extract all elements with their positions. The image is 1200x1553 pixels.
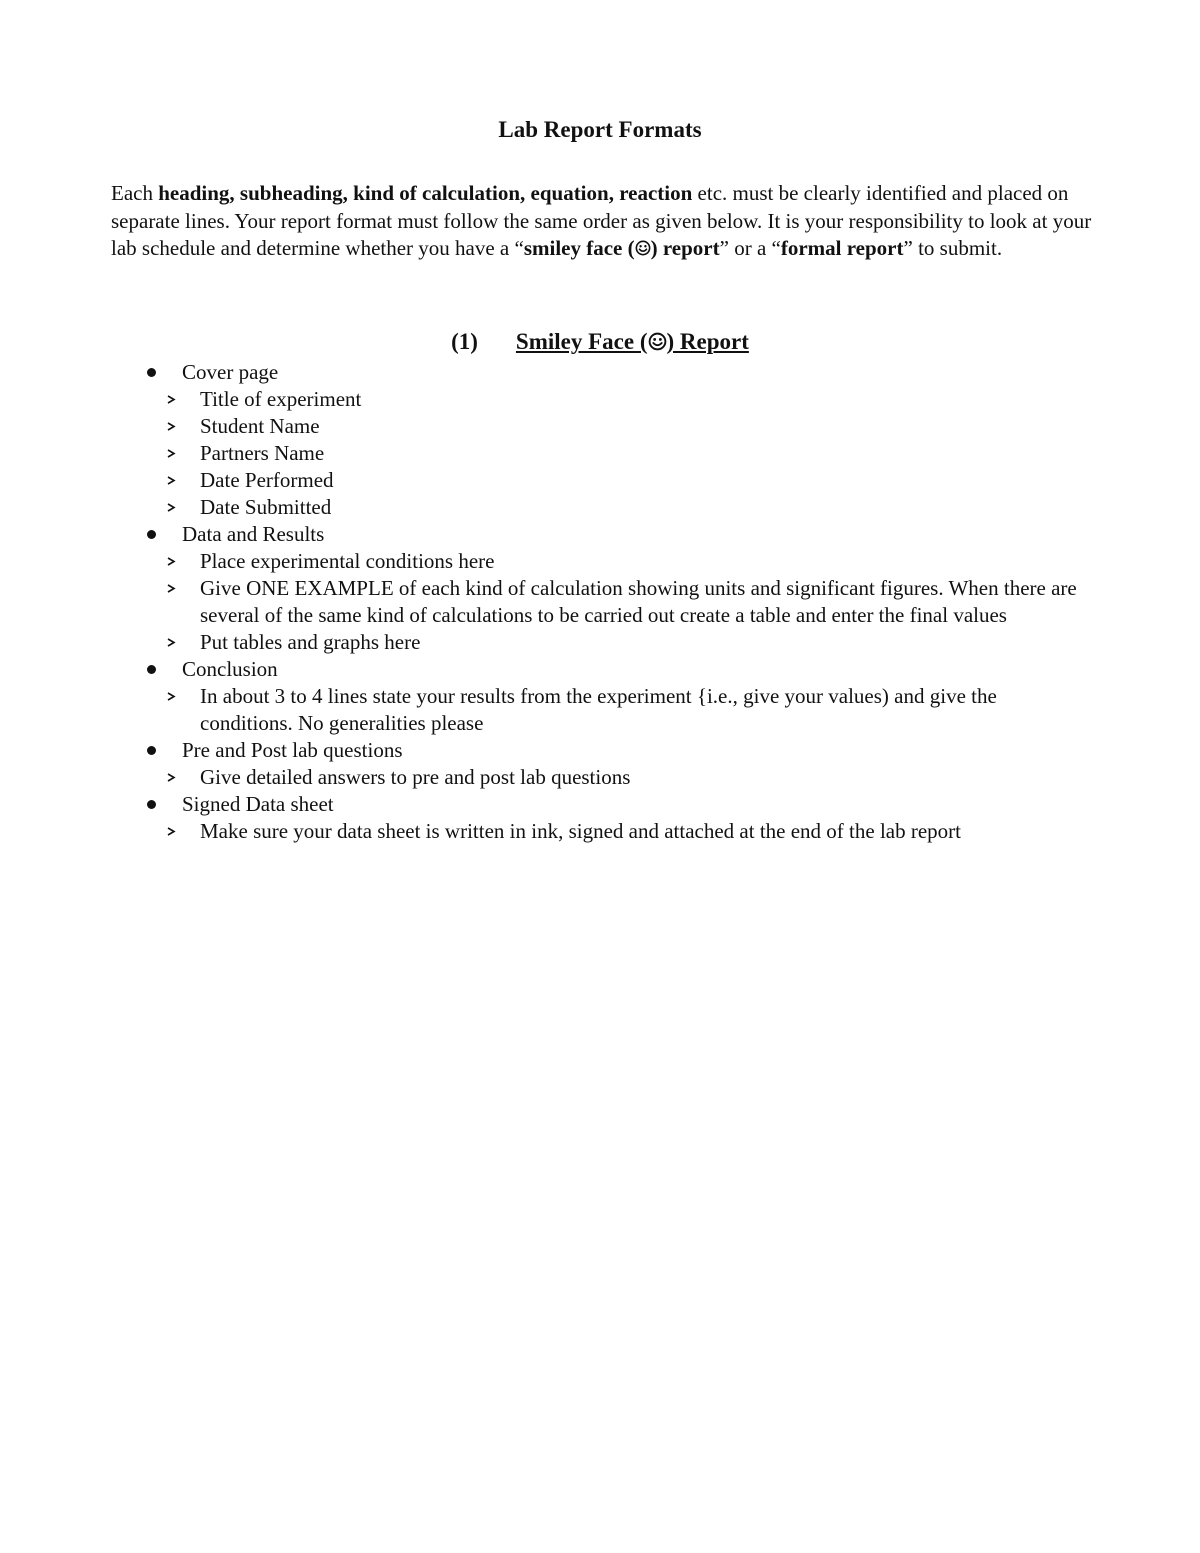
arrow-bullet-icon <box>166 446 176 460</box>
section-heading <box>0 326 1200 358</box>
sub-list <box>182 386 1085 521</box>
outline-item-cover-page <box>145 359 1085 521</box>
sub-list <box>182 548 1085 656</box>
outline-item-data-and-results <box>145 521 1085 656</box>
sub-item <box>182 818 1085 845</box>
smiley-face-icon <box>635 240 651 256</box>
sub-item-text: Date Submitted <box>200 495 332 519</box>
sub-item-text: Put tables and graphs here <box>200 630 421 654</box>
sub-item <box>182 575 1085 629</box>
arrow-bullet-icon <box>166 554 176 568</box>
sub-list <box>182 764 1085 791</box>
sub-item <box>182 440 1085 467</box>
page-title: Lab Report Formats <box>498 117 702 142</box>
arrow-bullet-icon <box>166 473 176 487</box>
bullet-icon <box>147 530 156 539</box>
sub-item-text: Give ONE EXAMPLE of each kind of calculation showing units and significant figures. When there are several of the same kind of calculations to be carried out create a table and enter the final values <box>200 576 1077 627</box>
bullet-icon <box>147 800 156 809</box>
intro-bold-smiley: smiley face ( <box>523 236 635 260</box>
smiley-face-icon <box>648 332 667 351</box>
intro-bold-report: ) report <box>650 236 720 260</box>
arrow-bullet-icon <box>166 392 176 406</box>
intro-bold-formal: formal report <box>780 236 904 260</box>
sub-item-text: Give detailed answers to pre and post lab questions <box>200 765 631 789</box>
sub-list <box>182 683 1085 737</box>
sub-item <box>182 764 1085 791</box>
sub-item-text: Partners Name <box>200 441 325 465</box>
outline-item-conclusion <box>145 656 1085 737</box>
intro-text: ” to submit. <box>903 236 1003 260</box>
sub-item <box>182 467 1085 494</box>
arrow-bullet-icon <box>166 635 176 649</box>
outline-item-label: Pre and Post lab questions <box>182 738 403 762</box>
arrow-bullet-icon <box>166 770 176 784</box>
report-outline <box>145 359 1085 845</box>
intro-bold-terms: heading, subheading, kind of calculation, equation, reaction <box>158 181 693 205</box>
intro-text: ” or a “ <box>719 236 781 260</box>
section-title-start: Smiley Face ( <box>515 329 648 354</box>
arrow-bullet-icon <box>166 500 176 514</box>
sub-item-text: Student Name <box>200 414 320 438</box>
bullet-icon <box>147 746 156 755</box>
arrow-bullet-icon <box>166 581 176 595</box>
outline-item-label: Conclusion <box>182 657 278 681</box>
outline-item-label: Signed Data sheet <box>182 792 334 816</box>
arrow-bullet-icon <box>166 419 176 433</box>
arrow-bullet-icon <box>166 689 176 703</box>
sub-item-text: Title of experiment <box>200 387 362 411</box>
section-title-end: ) Report <box>666 329 749 354</box>
outline-item-label: Cover page <box>182 360 279 384</box>
sub-item <box>182 683 1085 737</box>
bullet-icon <box>147 368 156 377</box>
outline-item-pre-and-post-lab-questions <box>145 737 1085 791</box>
sub-item <box>182 548 1085 575</box>
sub-item <box>182 413 1085 440</box>
intro-paragraph <box>111 180 1101 263</box>
section-number: (1) <box>451 329 478 354</box>
intro-text: etc. must be clearly identified and placed on separate lines. Your report format must follow the same order as given below. It is your responsibility to look at your lab schedule and determine whether you have a “ <box>111 181 1092 260</box>
sub-item-text: Make sure your data sheet is written in ink, signed and attached at the end of the lab report <box>200 819 962 843</box>
sub-item-text: Date Performed <box>200 468 334 492</box>
sub-item <box>182 494 1085 521</box>
sub-item-text: In about 3 to 4 lines state your results from the experiment {i.e., give your values) and give the conditions. No generalities please <box>200 684 997 735</box>
sub-list <box>182 818 1085 845</box>
arrow-bullet-icon <box>166 824 176 838</box>
sub-item-text: Place experimental conditions here <box>200 549 495 573</box>
outline-item-signed-data-sheet <box>145 791 1085 845</box>
outline-item-label: Data and Results <box>182 522 325 546</box>
intro-text: Each <box>111 181 159 205</box>
sub-item <box>182 629 1085 656</box>
bullet-icon <box>147 665 156 674</box>
sub-item <box>182 386 1085 413</box>
